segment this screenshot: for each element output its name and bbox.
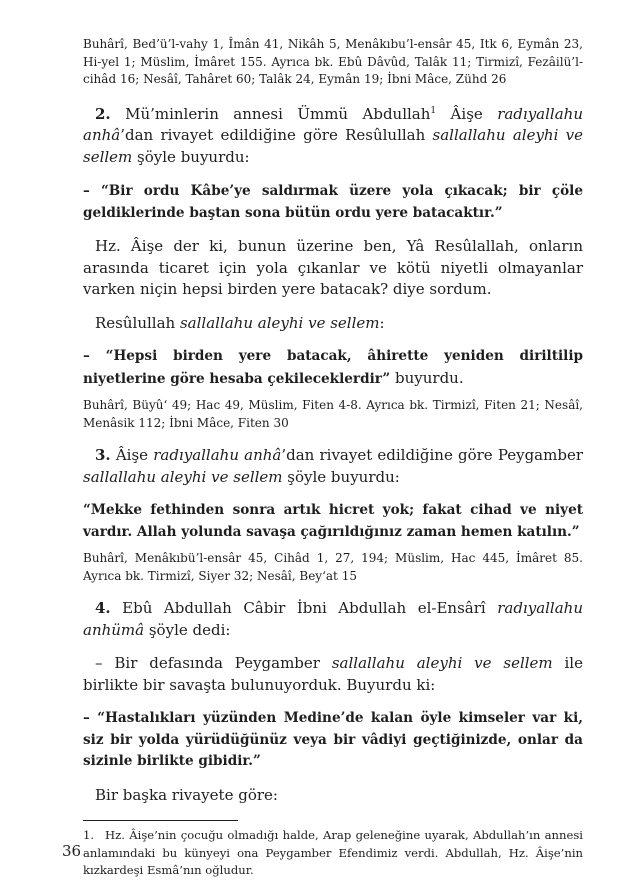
source-citation-1: Buhârî, Bed’ü’l-vahy 1, Îmân 41, Nikâh 5, Menâkıbu’l-ensâr 45, Itk 6, Eymân 23, Hi-yel 1; Müslim, İmâret 155. Ayrıca bk. Ebû Dâvûd, Talâk 11; Tirmizî, Fezâilü’l-cihâd 16; Nesâî, Tahâret 60; Talâk 24, Eymân 19; İbni Mâce, Zühd 26 [83, 37, 583, 86]
hadith-3-intro: 3. Âişe radıyallahu anhâ’dan rivayet edildiğine göre Peygamber sallallahu aleyhi ve sellem şöyle buyurdu: [83, 446, 584, 486]
aise-question: Hz. Âişe der ki, bunun üzerine ben, Yâ Resûlallah, onların arasında ticaret için yola çıkanlar ve kötü niyetli olmayanlar varken niçin hepsi birden yere batacak? diye sordum. [83, 237, 583, 298]
hadith-number: 3. [95, 446, 111, 464]
hadith-2-quote: – “Bir ordu Kâbe’ye saldırmak üzere yola çıkacak; bir çöle geldiklerinde baştan sona bütün ordu yere batacaktır.” [83, 183, 583, 221]
hadith-4-intro: 4. Ebû Abdullah Câbir İbni Abdullah el-Ensârî radıyallahu anhümâ şöyle dedi: [83, 599, 583, 639]
footnote: 1. Hz. Âişe’nin çocuğu olmadığı halde, Arap geleneğine uyarak, Abdullah’ın annesi anlamındaki bu künyeyi ona Peygamber Efendimiz verdi. Abdullah, Hz. Âişe’nin kızkardeşi Esmâ’nın oğludur. [83, 828, 583, 877]
source-citation-2: Buhârî, Büyû‘ 49; Hac 49, Müslim, Fiten 4-8. Ayrıca bk. Tirmizî, Fiten 21; Nesâî, Menâsik 112; İbni Mâce, Fiten 30 [83, 398, 583, 430]
hadith-4-narration: – Bir defasında Peygamber sallallahu aleyhi ve sellem ile birlikte bir savaşta bulunuyorduk. Buyurdu ki: [83, 654, 583, 694]
footnote-number: 1. [83, 828, 95, 842]
hadith-2-answer: – “Hepsi birden yere batacak, âhirette yeniden diriltilip niyetlerine göre hesaba çekileceklerdir” buyurdu. [83, 348, 583, 387]
hadith-4-quote: – “Hastalıkları yüzünden Medine’de kalan öyle kimseler var ki, siz bir yolda yürüdüğünüz veya bir vâdiyi geçtiğinizde, onlar da sizinle birlikte gibidir.” [83, 710, 583, 769]
page-content [83, 30, 583, 880]
hadith-3-quote: “Mekke fethinden sonra artık hicret yok; fakat cihad ve niyet vardır. Allah yolunda savaşa çağırıldığınız zaman hemen katılın.” [83, 502, 583, 540]
footnote-ref: 1 [430, 105, 437, 116]
hadith-number: 2. [95, 104, 111, 123]
other-narration-intro: Bir başka rivayete göre: [95, 785, 278, 804]
source-citation-3: Buhârî, Menâkıbü’l-ensâr 45, Cihâd 1, 27, 194; Müslim, Hac 445, İmâret 85. Ayrıca bk. Tirmizî, Siyer 32; Nesâî, Bey‘at 15 [83, 551, 583, 583]
page-number: 36 [62, 842, 82, 860]
hadith-2-intro: 2. Mü’minlerin annesi Ümmü Abdullah$^1$ Âişe radıyallahu anhâ’dan rivayet edildiğine göre Resûlullah sallallahu aleyhi ve sellem şöyle buyurdu: [83, 104, 583, 166]
hadith-number: 4. [95, 599, 111, 617]
footnote-divider [83, 820, 238, 821]
rasulullah-reply-intro: Resûlullah sallallahu aleyhi ve sellem: [95, 313, 385, 332]
